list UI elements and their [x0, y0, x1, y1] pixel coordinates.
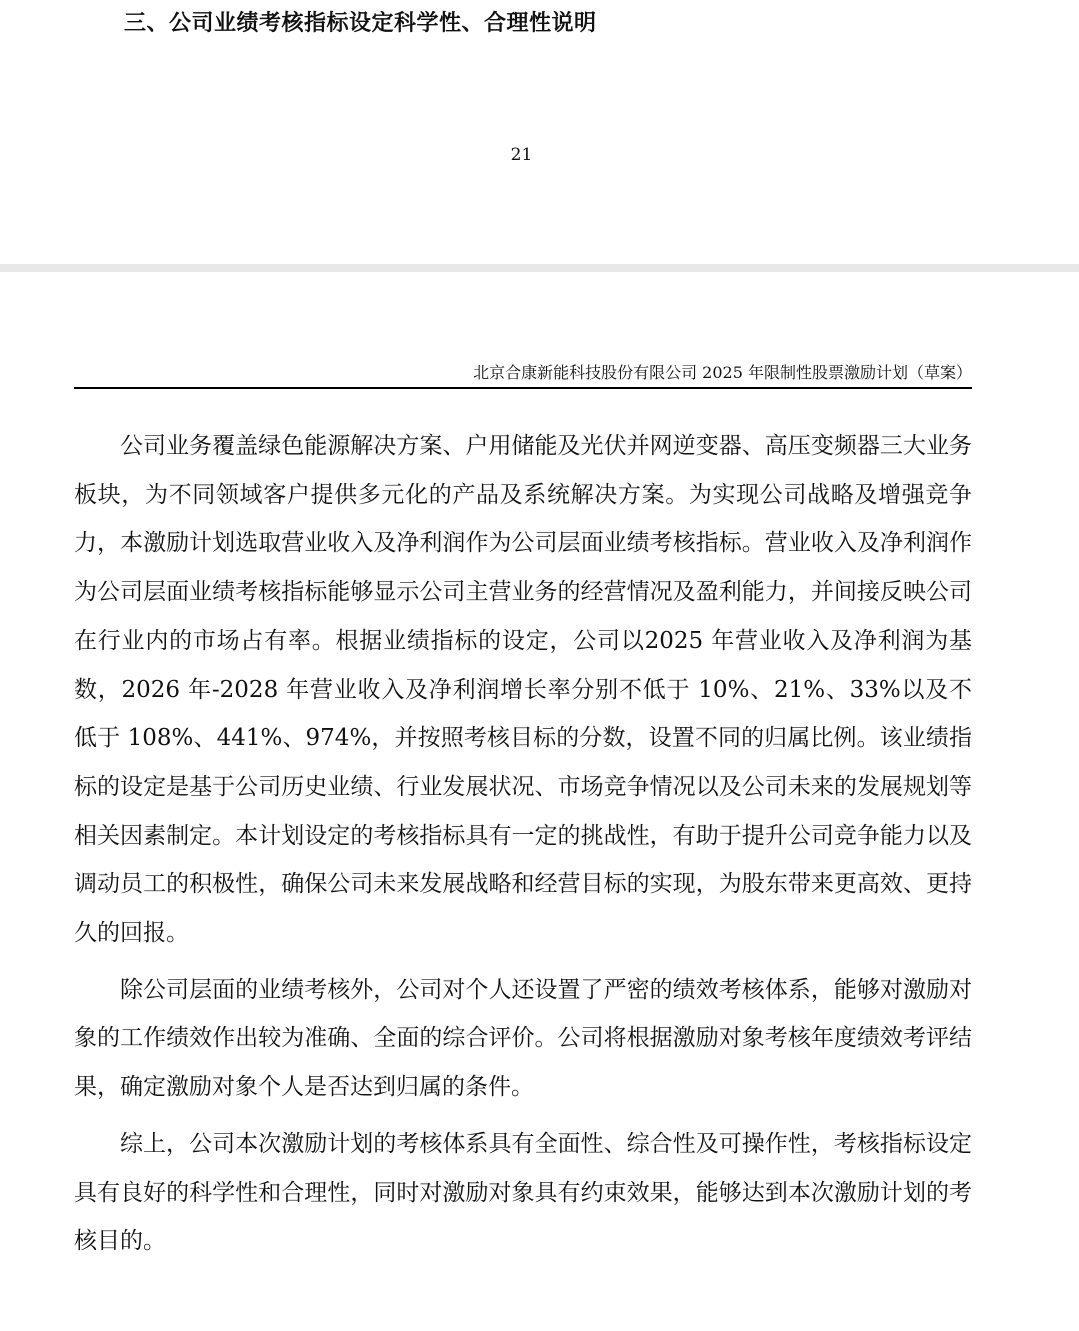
paragraph: 综上，公司本次激励计划的考核体系具有全面性、综合性及可操作性，考核指标设定具有良好的科学性和合理性，同时对激励对象具有约束效果，能够达到本次激励计划的考核目的。	[74, 1130, 972, 1255]
current-page	[0, 272, 1079, 1331]
page-number: 21	[510, 145, 533, 165]
section-heading: 三、公司业绩考核指标设定科学性、合理性说明	[124, 11, 597, 36]
header-rule	[74, 387, 972, 389]
paragraph: 公司业务覆盖绿色能源解决方案、户用储能及光伏并网逆变器、高压变频器三大业务板块，为不同领域客户提供多元化的产品及系统解决方案。为实现公司战略及增强竞争力，本激励计划选取营业收入及净利润作为公司层面业绩考核指标。营业收入及净利润作为公司层面业绩考核指标能够显示公司主营业务的经营情况及盈利能力，并间接反映公司在行业内的市场占有率。根据业绩指标的设定，公司以2025 年营业收入及净利润为基数，2026 年-2028 年营业收入及净利润增长率分别不低于 10%、21%、33%以及不低于 108%、441%、974%，并按照考核目标的分数，设置不同的归属比例。该业绩指标的设定是基于公司历史业绩、行业发展状况、市场竞争情况以及公司未来的发展规划等相关因素制定。本计划设定的考核指标具有一定的挑战性，有助于提升公司竞争能力以及调动员工的积极性，确保公司未来发展战略和经营目标的实现，为股东带来更高效、更持久的回报。	[74, 433, 972, 947]
body-text	[74, 422, 972, 1274]
running-header: 北京合康新能科技股份有限公司 2025 年限制性股票激励计划（草案）	[473, 363, 972, 382]
page-separator	[0, 264, 1079, 272]
previous-page	[0, 0, 1079, 264]
paragraph: 除公司层面的业绩考核外，公司对个人还设置了严密的绩效考核体系，能够对激励对象的工作绩效作出较为准确、全面的综合评价。公司将根据激励对象考核年度绩效考评结果，确定激励对象个人是否达到归属的条件。	[74, 976, 972, 1101]
